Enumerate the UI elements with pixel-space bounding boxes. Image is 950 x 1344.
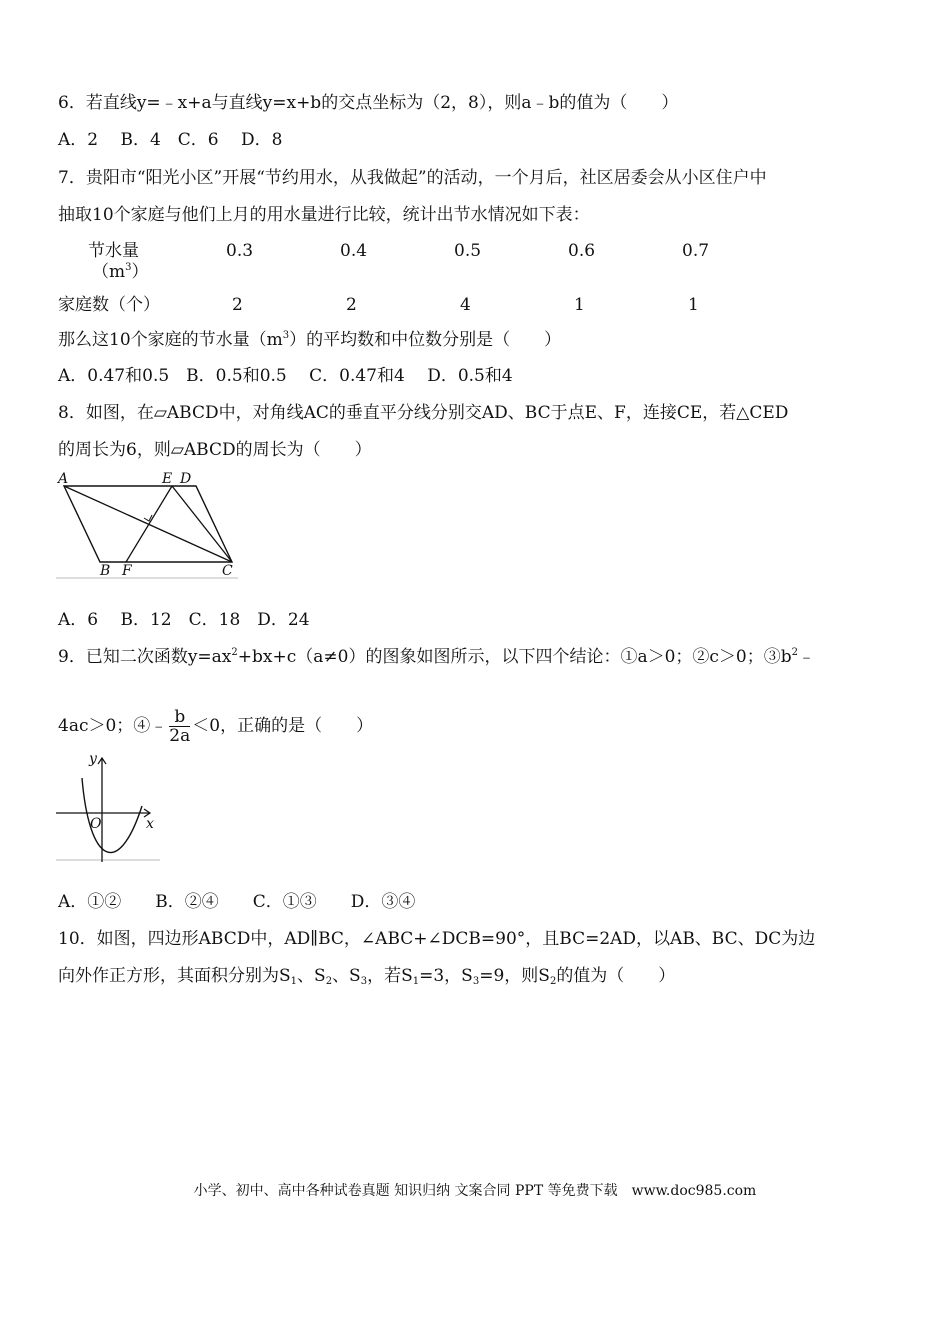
table-cell: 0.3 bbox=[226, 241, 254, 261]
label-y: y bbox=[89, 751, 97, 767]
q7-stem-line1: 7．贵阳市“阳光小区”开展“节约用水，从我做起”的活动，一个月后，社区居委会从小区住户中 bbox=[58, 168, 767, 188]
table-header-water-saved: 节水量 bbox=[88, 241, 139, 261]
page-footer: 小学、初中、高中各种试卷真题 知识归纳 文案合同 PPT 等免费下载 www.doc985.com bbox=[193, 1183, 757, 1199]
diagonal-ac bbox=[64, 486, 232, 562]
q10-stem-line2: 向外作正方形，其面积分别为$S_1$、$S_2$、$S_3$，若$S_1=3$，$S_3=9$，则$S_2$的值为（ ） bbox=[58, 966, 676, 987]
label-b: B bbox=[100, 563, 111, 579]
label-f: F bbox=[122, 563, 132, 579]
label-a: A bbox=[58, 471, 69, 487]
table-cell: 0.4 bbox=[340, 241, 368, 261]
table-cell: 1 bbox=[574, 295, 585, 315]
label-d: D bbox=[180, 471, 192, 487]
q9-stem-line2: 4ac＞0；④﹣ $\frac{b}{2a}$ ＜0，正确的是（ ） bbox=[58, 707, 374, 746]
label-e: E bbox=[162, 471, 173, 487]
q7-question: 那么这10个家庭的节水量$(m^3)$的平均数和中位数分别是（ ） bbox=[58, 330, 562, 350]
fraction-b-over-2a: $\frac{b}{2a}$ bbox=[169, 707, 191, 746]
q7-stem-line2: 抽取10个家庭与他们上月的用水量进行比较，统计出节水情况如下表： bbox=[58, 205, 590, 225]
q8-stem-line2: 的周长为6，则▱ABCD的周长为（ ） bbox=[58, 440, 372, 460]
label-x: x bbox=[146, 816, 154, 832]
parallelogram-figure bbox=[56, 468, 242, 582]
label-origin: O bbox=[90, 816, 102, 832]
q9-stem-line1: 9．已知二次函数$y=ax^2+bx+c(a\ne 0)$的图象如图所示，以下四个结论：①a＞0；②c＞0；$③b^2﹣$ bbox=[58, 647, 815, 667]
q7-options: A．0.47和0.5 B．0.5和0.5 C．0.47和4 D．0.5和4 bbox=[58, 366, 513, 386]
q10-stem-line1: 10．如图，四边形ABCD中，AD∥BC，∠ABC+∠DCB=90°，且BC=2AD，以AB、BC、DC为边 bbox=[58, 929, 816, 949]
table-header-unit: $(m^3)$ bbox=[92, 262, 149, 282]
table-cell: 1 bbox=[688, 295, 699, 315]
q8-options: A．6 B．12 C．18 D．24 bbox=[58, 610, 310, 630]
q8-stem-line1: 8．如图，在▱ABCD中，对角线AC的垂直平分线分别交AD、BC于点E、F，连接CE，若△CED bbox=[58, 403, 789, 423]
table-cell: 4 bbox=[460, 295, 471, 315]
table-header-households: 家庭数（个） bbox=[58, 295, 160, 315]
line-ef bbox=[126, 486, 172, 562]
q6-options: A．2 B．4 C．6 D．8 bbox=[58, 130, 283, 150]
table-cell: 0.7 bbox=[682, 241, 710, 261]
label-c: C bbox=[222, 563, 233, 579]
table-cell: 0.6 bbox=[568, 241, 596, 261]
q6-stem: 6．若直线y=﹣x+a与直线y=x+b的交点坐标为（2，8），则a﹣b的值为（ ） bbox=[58, 93, 679, 113]
parabola-figure bbox=[56, 750, 162, 864]
q9-options: A．①② B．②④ C．①③ D．③④ bbox=[58, 892, 416, 912]
table-cell: 0.5 bbox=[454, 241, 482, 261]
table-cell: 2 bbox=[346, 295, 357, 315]
table-cell: 2 bbox=[232, 295, 243, 315]
